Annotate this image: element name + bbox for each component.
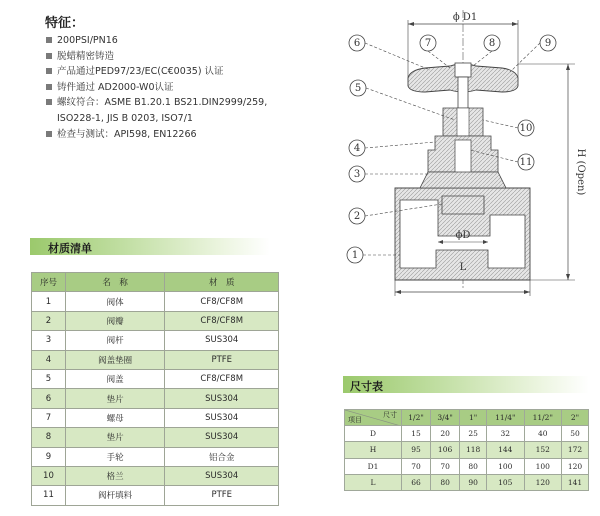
- corner-cell: [345, 410, 402, 426]
- callout-4: 4: [353, 143, 361, 154]
- cell-value: 32: [487, 426, 524, 442]
- table-row: [345, 458, 589, 474]
- features-list: [46, 33, 267, 142]
- cell-name: 螺母: [65, 408, 165, 427]
- cell-value: 120: [524, 474, 561, 490]
- callout-2: 2: [353, 211, 361, 222]
- cell-value: 152: [524, 442, 561, 458]
- feature-text: ISO228-1, JIS B 0203, ISO7/1: [57, 112, 193, 124]
- cell-name: 垫片: [65, 389, 165, 408]
- feature-text: 螺纹符合：ASME B1.20.1 BS21.DIN2999/259,: [57, 97, 268, 109]
- cell-value: 118: [460, 442, 487, 458]
- table-row: [345, 442, 589, 458]
- size-header: 1": [460, 410, 487, 426]
- feature-text: 0035) 认证: [173, 66, 224, 78]
- cell-value: 50: [561, 426, 588, 442]
- cell-value: 20: [431, 426, 460, 442]
- dim-d1-label: ϕ D1: [452, 12, 478, 23]
- cell-name: 阀盖垫圈: [65, 350, 165, 369]
- cell-no: 7: [32, 408, 66, 427]
- cell-no: 3: [32, 331, 66, 350]
- cell-material: CF8/CF8M: [165, 311, 279, 330]
- cell-no: 5: [32, 369, 66, 388]
- cell-value: 66: [402, 474, 431, 490]
- cell-value: 100: [487, 458, 524, 474]
- cell-material: SUS304: [165, 389, 279, 408]
- feature-text: 200PSI/PN16: [57, 35, 118, 46]
- table-row: [345, 474, 589, 490]
- callout-1: 1: [351, 250, 359, 261]
- cell-value: 70: [431, 458, 460, 474]
- table-row: [32, 369, 279, 388]
- cell-name: 格兰: [65, 466, 165, 485]
- table-header-row: [345, 410, 589, 426]
- table-row: [32, 389, 279, 408]
- dim-d-label: ϕD: [455, 230, 471, 241]
- cell-name: 阀杆填料: [65, 486, 165, 505]
- features-title: 特征：: [45, 16, 85, 31]
- feature-text: 产品通过PED97/23/EC(: [57, 66, 161, 78]
- callout-5: 5: [354, 83, 362, 94]
- cell-value: 90: [460, 474, 487, 490]
- cell-material: CF8/CF8M: [165, 369, 279, 388]
- cell-material: CF8/CF8M: [165, 292, 279, 311]
- cell-material: SUS304: [165, 428, 279, 447]
- table-row: [32, 292, 279, 311]
- cell-no: 1: [32, 292, 66, 311]
- header-name: 名 称: [65, 273, 165, 292]
- feature-text: 脱蜡精密铸造: [57, 50, 115, 62]
- callout-3: 3: [353, 169, 361, 180]
- cell-value: 15: [402, 426, 431, 442]
- materials-title: 材质清单: [48, 242, 92, 255]
- callout-7: 7: [424, 38, 432, 49]
- cell-value: 80: [460, 458, 487, 474]
- callout-11: 11: [519, 157, 533, 168]
- cell-value: 120: [561, 458, 588, 474]
- table-row: [32, 408, 279, 427]
- row-item: L: [345, 474, 402, 490]
- table-header-row: [32, 273, 279, 292]
- cell-name: 手轮: [65, 447, 165, 466]
- table-row: [32, 466, 279, 485]
- cell-material: PTFE: [165, 350, 279, 369]
- dim-l-label: L: [459, 262, 467, 273]
- size-header: 3/4": [431, 410, 460, 426]
- header-material: 材 质: [165, 273, 279, 292]
- cell-value: 40: [524, 426, 561, 442]
- cell-material: SUS304: [165, 466, 279, 485]
- table-row: [345, 426, 589, 442]
- cell-value: 70: [402, 458, 431, 474]
- dim-h-label: H (Open): [575, 148, 586, 196]
- cell-no: 6: [32, 389, 66, 408]
- table-row: [32, 331, 279, 350]
- cell-name: 阀瓣: [65, 311, 165, 330]
- disc: [442, 196, 484, 214]
- size-header: 11/2": [524, 410, 561, 426]
- header-no: 序号: [32, 273, 66, 292]
- cell-value: 95: [402, 442, 431, 458]
- callout-6: 6: [353, 38, 361, 49]
- cell-name: 垫片: [65, 428, 165, 447]
- cell-no: 11: [32, 486, 66, 505]
- cell-no: 9: [32, 447, 66, 466]
- valve-drawing: [330, 0, 600, 300]
- size-header: 2": [561, 410, 588, 426]
- feature-item: [46, 95, 267, 111]
- size-header: 11/4": [487, 410, 524, 426]
- cell-no: 10: [32, 466, 66, 485]
- dimensions-table: [344, 409, 589, 491]
- row-item: D1: [345, 458, 402, 474]
- table-row: [32, 447, 279, 466]
- corner-size-label: 尺寸: [383, 412, 397, 419]
- callout-9: 9: [544, 38, 552, 49]
- cell-material: SUS304: [165, 331, 279, 350]
- callout-8: 8: [488, 38, 496, 49]
- cell-no: 8: [32, 428, 66, 447]
- table-row: [32, 428, 279, 447]
- cell-value: 144: [487, 442, 524, 458]
- row-item: D: [345, 426, 402, 442]
- feature-item: [46, 49, 267, 65]
- table-row: [32, 350, 279, 369]
- cell-material: PTFE: [165, 486, 279, 505]
- cell-no: 4: [32, 350, 66, 369]
- cell-value: 100: [524, 458, 561, 474]
- dimensions-title: 尺寸表: [350, 380, 383, 393]
- feature-item: [46, 127, 267, 143]
- cell-material: 铝合金: [165, 447, 279, 466]
- size-header: 1/2": [402, 410, 431, 426]
- row-item: H: [345, 442, 402, 458]
- feature-item: [46, 33, 267, 49]
- cell-material: SUS304: [165, 408, 279, 427]
- feature-item: [46, 64, 267, 80]
- table-row: [32, 486, 279, 505]
- cell-name: 阀盖: [65, 369, 165, 388]
- cell-value: 172: [561, 442, 588, 458]
- feature-text: 铸件通过 AD2000-W0认证: [57, 81, 174, 93]
- feature-text: 检查与测试：API598, EN12266: [57, 128, 197, 140]
- cell-name: 阀体: [65, 292, 165, 311]
- feature-item: [46, 111, 267, 127]
- cell-value: 25: [460, 426, 487, 442]
- cell-name: 阀杆: [65, 331, 165, 350]
- cell-value: 141: [561, 474, 588, 490]
- cell-value: 105: [487, 474, 524, 490]
- callout-10: 10: [519, 123, 533, 134]
- cell-no: 2: [32, 311, 66, 330]
- materials-table: [31, 272, 279, 506]
- table-row: [32, 311, 279, 330]
- ce-mark: C€: [160, 66, 174, 78]
- feature-item: [46, 80, 267, 96]
- cell-value: 106: [431, 442, 460, 458]
- corner-item-label: 项目: [348, 417, 362, 425]
- cell-value: 80: [431, 474, 460, 490]
